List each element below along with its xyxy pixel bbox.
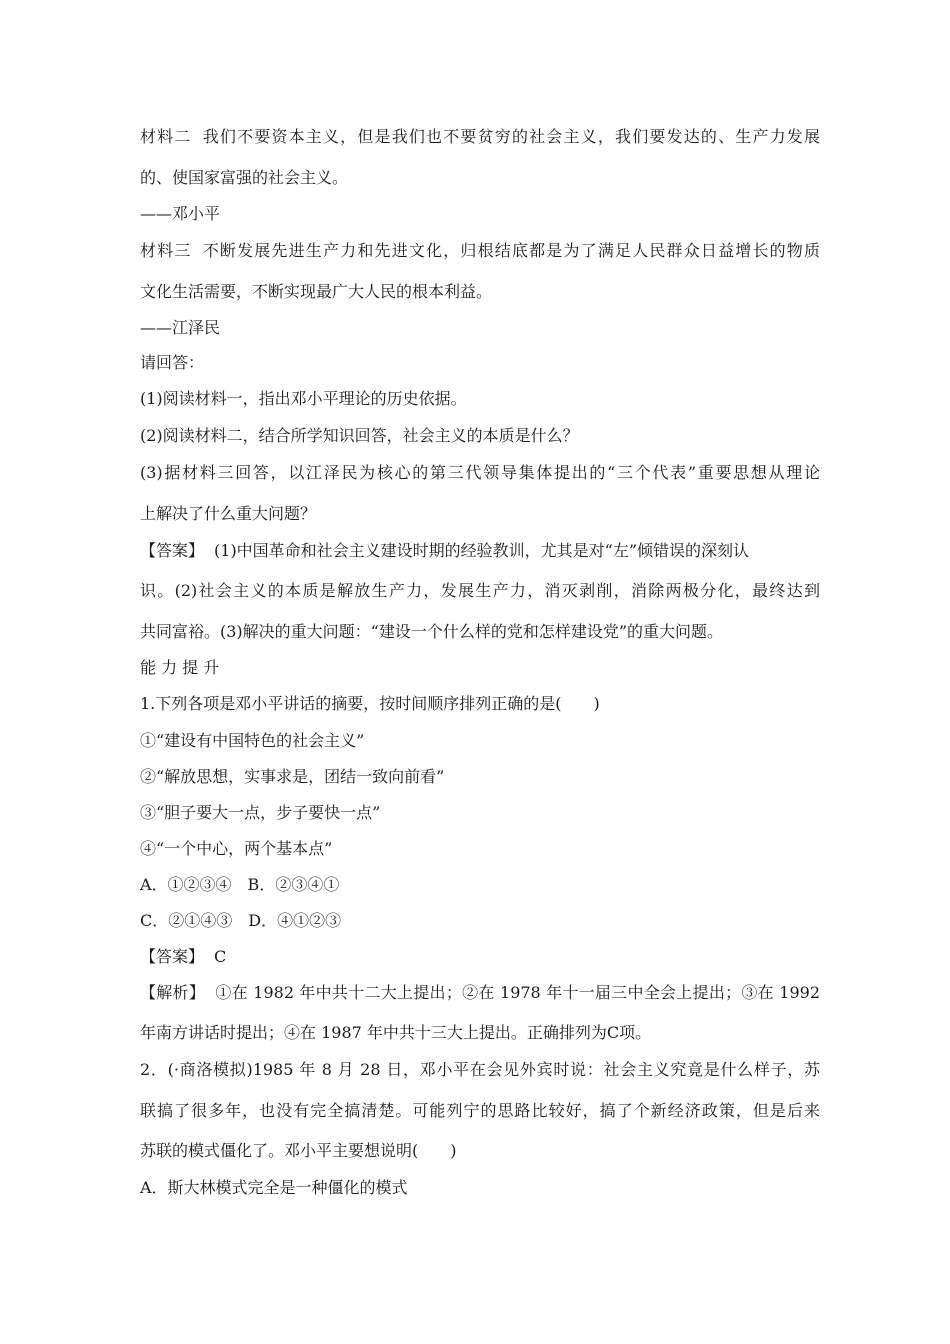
- section-title: 能 力 提 升: [140, 658, 220, 677]
- answer-label: 【答案】: [140, 541, 205, 560]
- material2-author: ——邓小平: [140, 204, 221, 223]
- answer-value: C: [214, 947, 227, 966]
- question-3-line1: (3)据材料三回答，以江泽民为核心的第三代领导集体提出的“三个代表”重要思想从理论: [140, 463, 820, 482]
- q2-line1: 2．(·商洛模拟)1985 年 8 月 28 日，邓小平在会见外宾时说：社会主义究竟是什么样子，苏: [140, 1060, 820, 1079]
- q2-line3: 苏联的模式僵化了。邓小平主要想说明( ): [140, 1141, 457, 1160]
- material3-line2: 文化生活需要，不断实现最广大人民的根本利益。: [140, 282, 493, 301]
- material2-line1: 材料二 我们不要资本主义，但是我们也不要贫穷的社会主义，我们要发达的、生产力发展: [140, 127, 820, 146]
- analysis-label: 【解析】: [140, 983, 206, 1002]
- q2-line2: 联搞了很多年，也没有完全搞清楚。可能列宁的思路比较好，搞了个新经济政策，但是后来: [140, 1101, 820, 1120]
- q1-item-1: ①“建设有中国特色的社会主义”: [140, 731, 365, 750]
- question-1: (1)阅读材料一，指出邓小平理论的历史依据。: [140, 389, 467, 408]
- material3-line1: 材料三 不断发展先进生产力和先进文化，归根结底都是为了满足人民群众日益增长的物质: [140, 241, 820, 260]
- q1-analysis-line2: 年南方讲话时提出；④在 1987 年中共十三大上提出。正确排列为C项。: [140, 1023, 652, 1042]
- prompt: 请回答：: [140, 353, 205, 372]
- answer-line2: 识。(2)社会主义的本质是解放生产力，发展生产力，消灭剥削，消除两极分化，最终达到: [140, 581, 820, 600]
- q1-analysis-line1: 【解析】 ①在 1982 年中共十二大上提出；②在 1978 年十一届三中全会上提出；③在 1992: [140, 983, 820, 1002]
- material3-author: ——江泽民: [140, 318, 221, 337]
- q1-options-line2: C．②①④③ D．④①②③: [140, 911, 342, 930]
- answer-line1: 【答案】 (1)中国革命和社会主义建设时期的经验教训，尤其是对“左”倾错误的深刻认: [140, 541, 750, 560]
- question-3-line2: 上解决了什么重大问题？: [140, 504, 317, 523]
- material-label: 材料三: [140, 241, 192, 260]
- q1-item-3: ③“胆子要大一点，步子要快一点”: [140, 803, 381, 822]
- q1-item-2: ②“解放思想，实事求是，团结一致向前看”: [140, 767, 445, 786]
- question-2: (2)阅读材料二，结合所学知识回答，社会主义的本质是什么？: [140, 426, 579, 445]
- answer-label: 【答案】: [140, 947, 205, 966]
- q2-option-a: A．斯大林模式完全是一种僵化的模式: [140, 1178, 408, 1197]
- answer-line3: 共同富裕。(3)解决的重大问题：“建设一个什么样的党和怎样建设党”的重大问题。: [140, 622, 724, 641]
- material-label: 材料二: [140, 127, 192, 146]
- q1-answer: [140, 946, 820, 968]
- material2-line2: 的、使国家富强的社会主义。: [140, 168, 349, 187]
- q1-options-line1: A．①②③④ B．②③④①: [140, 875, 340, 894]
- q1-item-4: ④“一个中心，两个基本点”: [140, 839, 333, 858]
- q1-stem: 1.下列各项是邓小平讲话的摘要，按时间顺序排列正确的是( ): [140, 694, 600, 713]
